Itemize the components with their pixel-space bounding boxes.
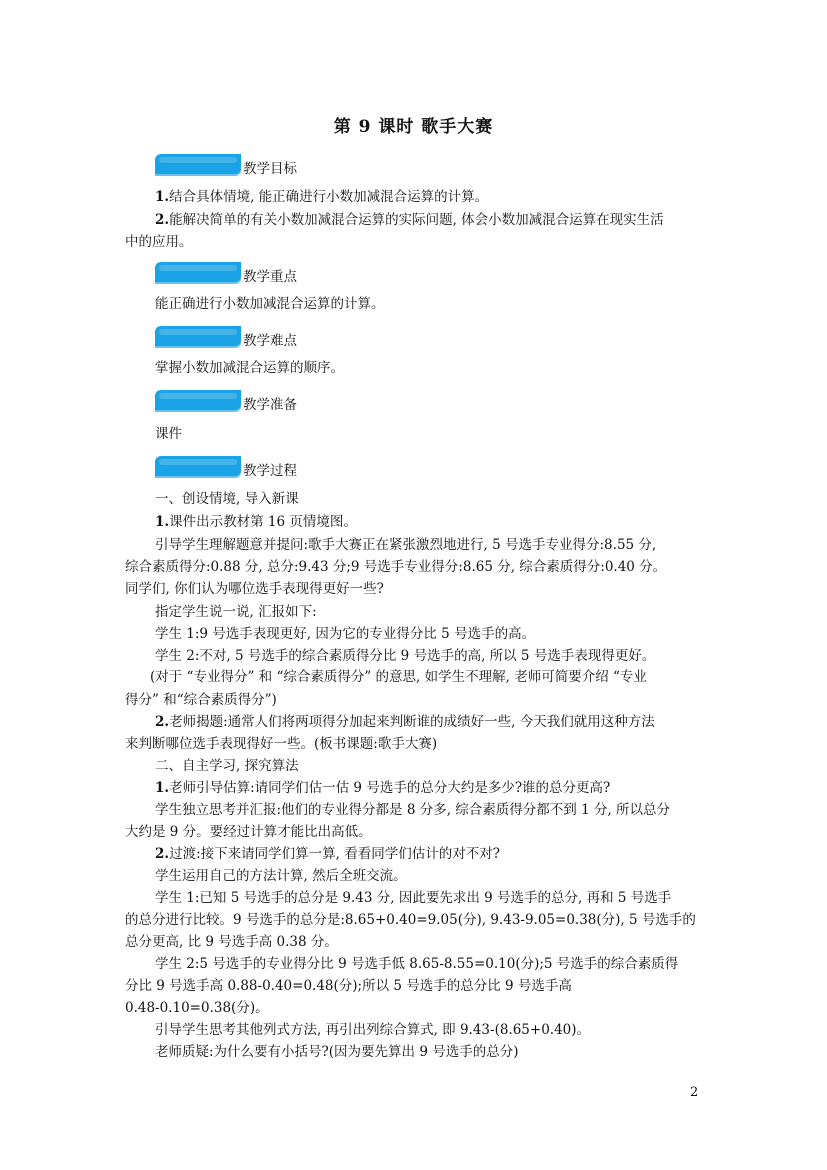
page-number: 2	[690, 1085, 699, 1100]
goal-item-1: 1.结合具体情境, 能正确进行小数加减混合运算的计算。	[155, 189, 489, 205]
section-tab-decoration	[155, 262, 241, 284]
paragraph-line: 0.48-0.10=0.38(分)。	[125, 1000, 269, 1016]
paragraph-line: 同学们, 你们认为哪位选手表现得更好一些?	[125, 581, 384, 597]
goal-item-2: 2.能解决简单的有关小数加减混合运算的实际问题, 体会小数加减混合运算在现实生活	[155, 212, 664, 228]
paragraph-line: 学生独立思考并汇报:他们的专业得分都是 8 分多, 综合素质得分都不到 1 分, 所以总分	[155, 802, 671, 818]
paragraph-line: 总分更高, 比 9 号选手高 0.38 分。	[125, 934, 338, 950]
section-tab-decoration	[155, 154, 241, 176]
paragraph-line: (对于 “专业得分” 和 “综合素质得分” 的意思, 如学生不理解, 老师可简要介绍 “专业	[150, 669, 647, 685]
paragraph-line: 大约是 9 分。要经过计算才能比出高低。	[125, 824, 372, 840]
section-label: 教学过程	[243, 463, 297, 479]
lesson-title: 第 9 课时 歌手大赛	[333, 117, 494, 137]
paragraph-line: 学生 1:已知 5 号选手的总分是 9.43 分, 因此要先求出 9 号选手的总分, 再和 5 号选手	[155, 890, 672, 906]
section-label: 教学重点	[243, 269, 297, 285]
paragraph-line: 分比 9 号选手高 0.88-0.40=0.48(分);所以 5 号选手的总分比 9 号选手高	[125, 978, 572, 994]
section-label: 教学难点	[243, 333, 297, 349]
paragraph-line: 来判断哪位选手表现得好一些。(板书课题:歌手大赛)	[125, 736, 438, 752]
paragraph-line: 引导学生理解题意并提问:歌手大赛正在紧张激烈地进行, 5 号选手专业得分:8.55 分,	[155, 537, 657, 553]
process-step-1: 1.老师引导估算:请同学们估一估 9 号选手的总分大约是多少?谁的总分更高?	[155, 780, 611, 796]
process-step-2: 2.过渡:接下来请同学们算一算, 看看同学们估计的对不对?	[155, 846, 500, 862]
section-tab-decoration	[155, 456, 241, 478]
process-part-1-heading: 一、创设情境, 导入新课	[155, 491, 299, 507]
paragraph-line: 学生 1:9 号选手表现更好, 因为它的专业得分比 5 号选手的高。	[155, 626, 536, 642]
goal-item-2-cont: 中的应用。	[125, 234, 193, 250]
difficult-text: 掌握小数加减混合运算的顺序。	[155, 360, 344, 376]
paragraph-line: 学生 2:5 号选手的专业得分比 9 号选手低 8.65-8.55=0.10(分);5 号选手的综合素质得	[155, 956, 679, 972]
key-text: 能正确进行小数加减混合运算的计算。	[155, 296, 385, 312]
prep-text: 课件	[155, 426, 182, 442]
section-tab-decoration	[155, 390, 241, 412]
paragraph-line: 指定学生说一说, 汇报如下:	[155, 604, 317, 620]
paragraph-line: 综合素质得分:0.88 分, 总分:9.43 分;9 号选手专业得分:8.65 分, 综合素质得分:0.40 分。	[125, 559, 667, 575]
paragraph-line: 学生 2:不对, 5 号选手的综合素质得分比 9 号选手的高, 所以 5 号选手表现得更好。	[155, 648, 656, 664]
paragraph-line: 的总分进行比较。9 号选手的总分是:8.65+0.40=9.05(分), 9.43-9.05=0.38(分), 5 号选手的	[125, 912, 696, 928]
paragraph-line: 得分” 和“综合素质得分”)	[125, 692, 277, 708]
process-part-2-heading: 二、自主学习, 探究算法	[155, 758, 299, 774]
section-tab-decoration	[155, 326, 241, 348]
paragraph-line: 引导学生思考其他列式方法, 再引出列综合算式, 即 9.43-(8.65+0.40)。	[155, 1022, 591, 1038]
section-label: 教学目标	[243, 161, 297, 177]
paragraph-line: 学生运用自己的方法计算, 然后全班交流。	[155, 868, 407, 884]
process-step-1: 1.课件出示教材第 16 页情境图。	[155, 514, 357, 530]
process-step-2: 2.老师揭题:通常人们将两项得分加起来判断谁的成绩好一些, 今天我们就用这种方法	[155, 714, 655, 730]
paragraph-line: 老师质疑:为什么要有小括号?(因为要先算出 9 号选手的总分)	[155, 1044, 519, 1060]
section-label: 教学准备	[243, 397, 297, 413]
